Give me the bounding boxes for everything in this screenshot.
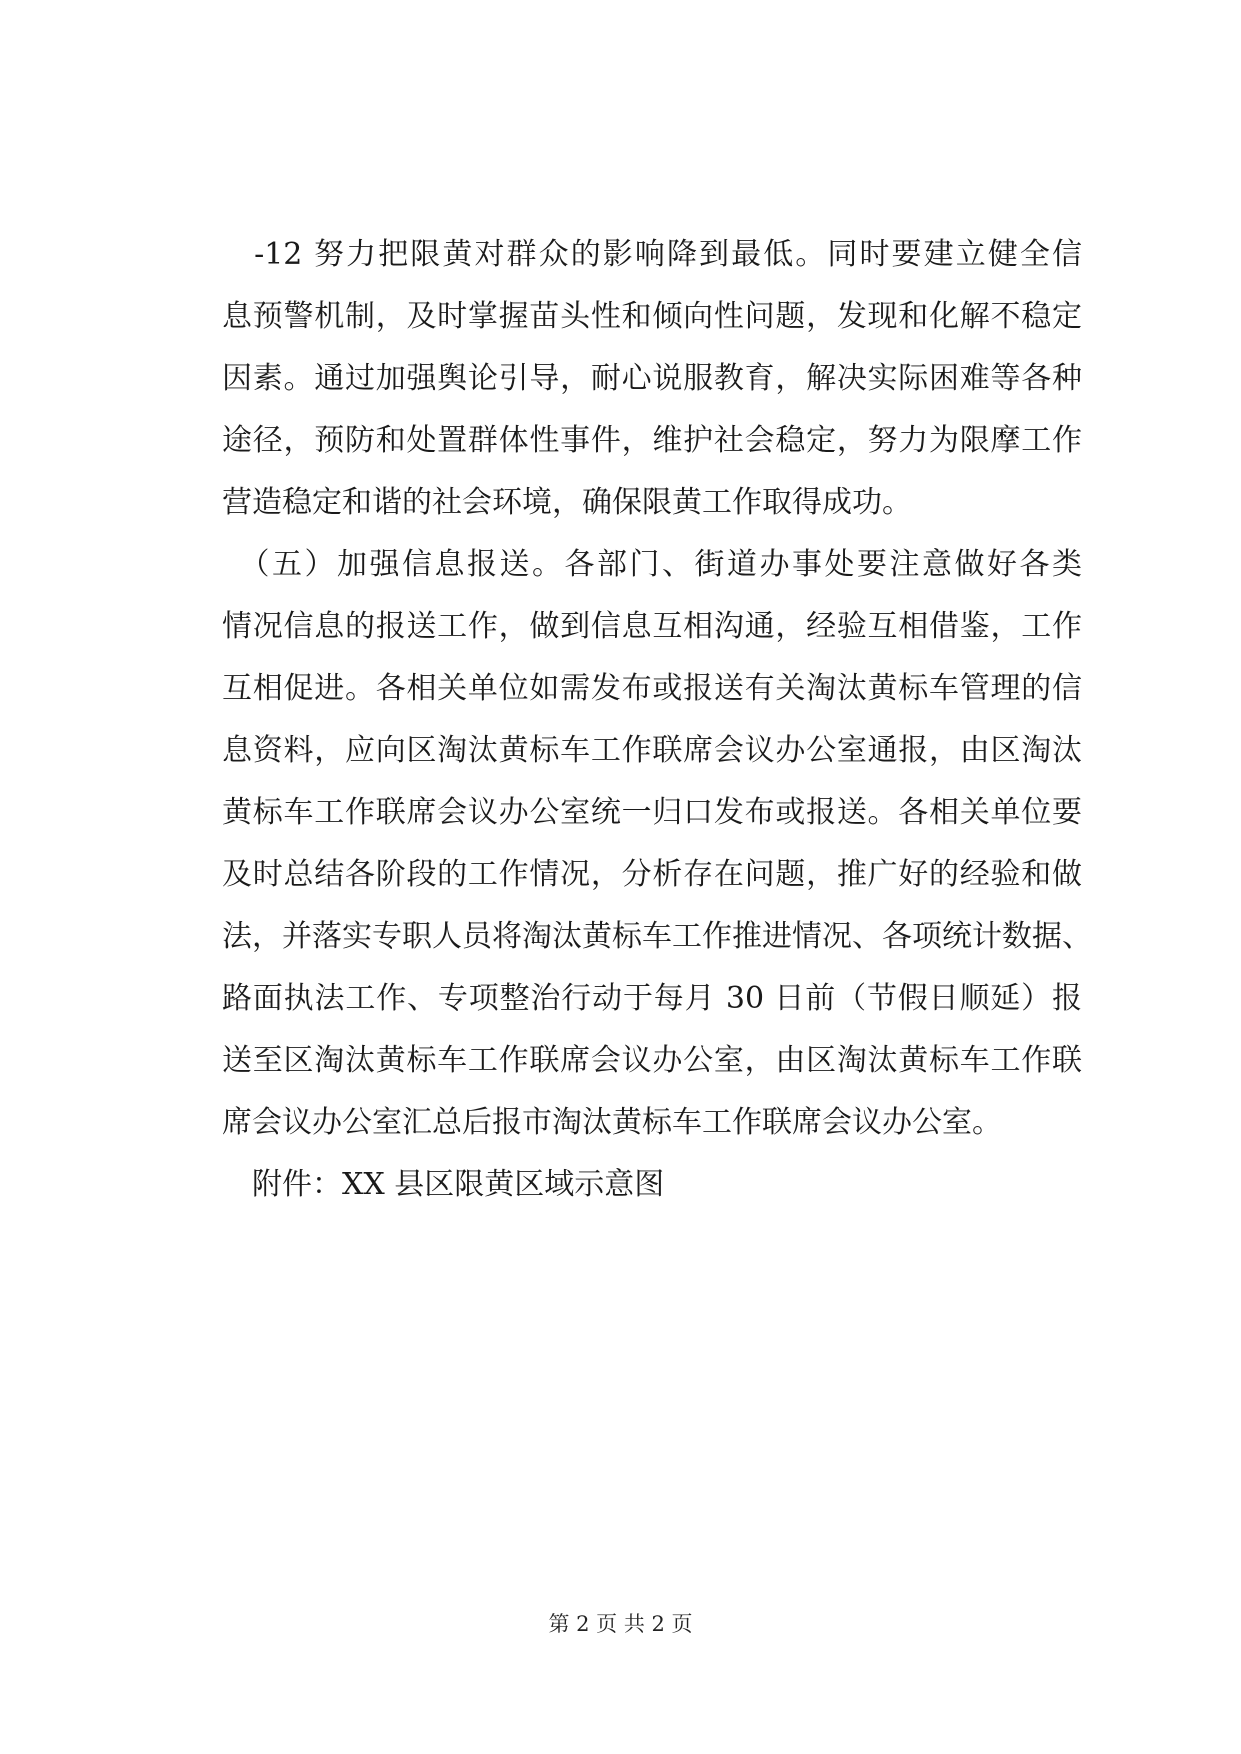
text-line: 法，并落实专职人员将淘汰黄标车工作推进情况、各项统计数据、: [222, 919, 1092, 954]
text-line: 黄标车工作联席会议办公室统一归口发布或报送。各相关单位要: [222, 795, 1082, 830]
text-line: 营造稳定和谐的社会环境，确保限黄工作取得成功。: [222, 485, 912, 520]
text-line: 互相促进。各相关单位如需发布或报送有关淘汰黄标车管理的信: [222, 671, 1082, 706]
document-body: [222, 224, 1092, 1216]
text-line: 及时总结各阶段的工作情况，分析存在问题，推广好的经验和做: [222, 857, 1082, 892]
text-line: -12 努力把限黄对群众的影响降到最低。同时要建立健全信: [222, 237, 1082, 272]
text-line: 席会议办公室汇总后报市淘汰黄标车工作联席会议办公室。: [222, 1105, 1002, 1140]
text-line: 因素。通过加强舆论引导，耐心说服教育，解决实际困难等各种: [222, 361, 1082, 396]
page-number-footer: 第 2 页 共 2 页: [548, 1612, 693, 1636]
text-line: 情况信息的报送工作，做到信息互相沟通，经验互相借鉴，工作: [222, 609, 1082, 644]
text-line: （五）加强信息报送。各部门、街道办事处要注意做好各类: [222, 547, 1082, 582]
text-line: 途径，预防和处置群体性事件，维护社会稳定，努力为限摩工作: [222, 423, 1082, 458]
text-line: 息资料，应向区淘汰黄标车工作联席会议办公室通报，由区淘汰: [222, 733, 1082, 768]
text-line: 路面执法工作、专项整治行动于每月 30 日前（节假日顺延）报: [222, 981, 1082, 1016]
attachment-line: 附件：XX 县区限黄区域示意图: [222, 1167, 665, 1202]
text-line: 息预警机制，及时掌握苗头性和倾向性问题，发现和化解不稳定: [222, 299, 1082, 334]
text-line: 送至区淘汰黄标车工作联席会议办公室，由区淘汰黄标车工作联: [222, 1043, 1082, 1078]
